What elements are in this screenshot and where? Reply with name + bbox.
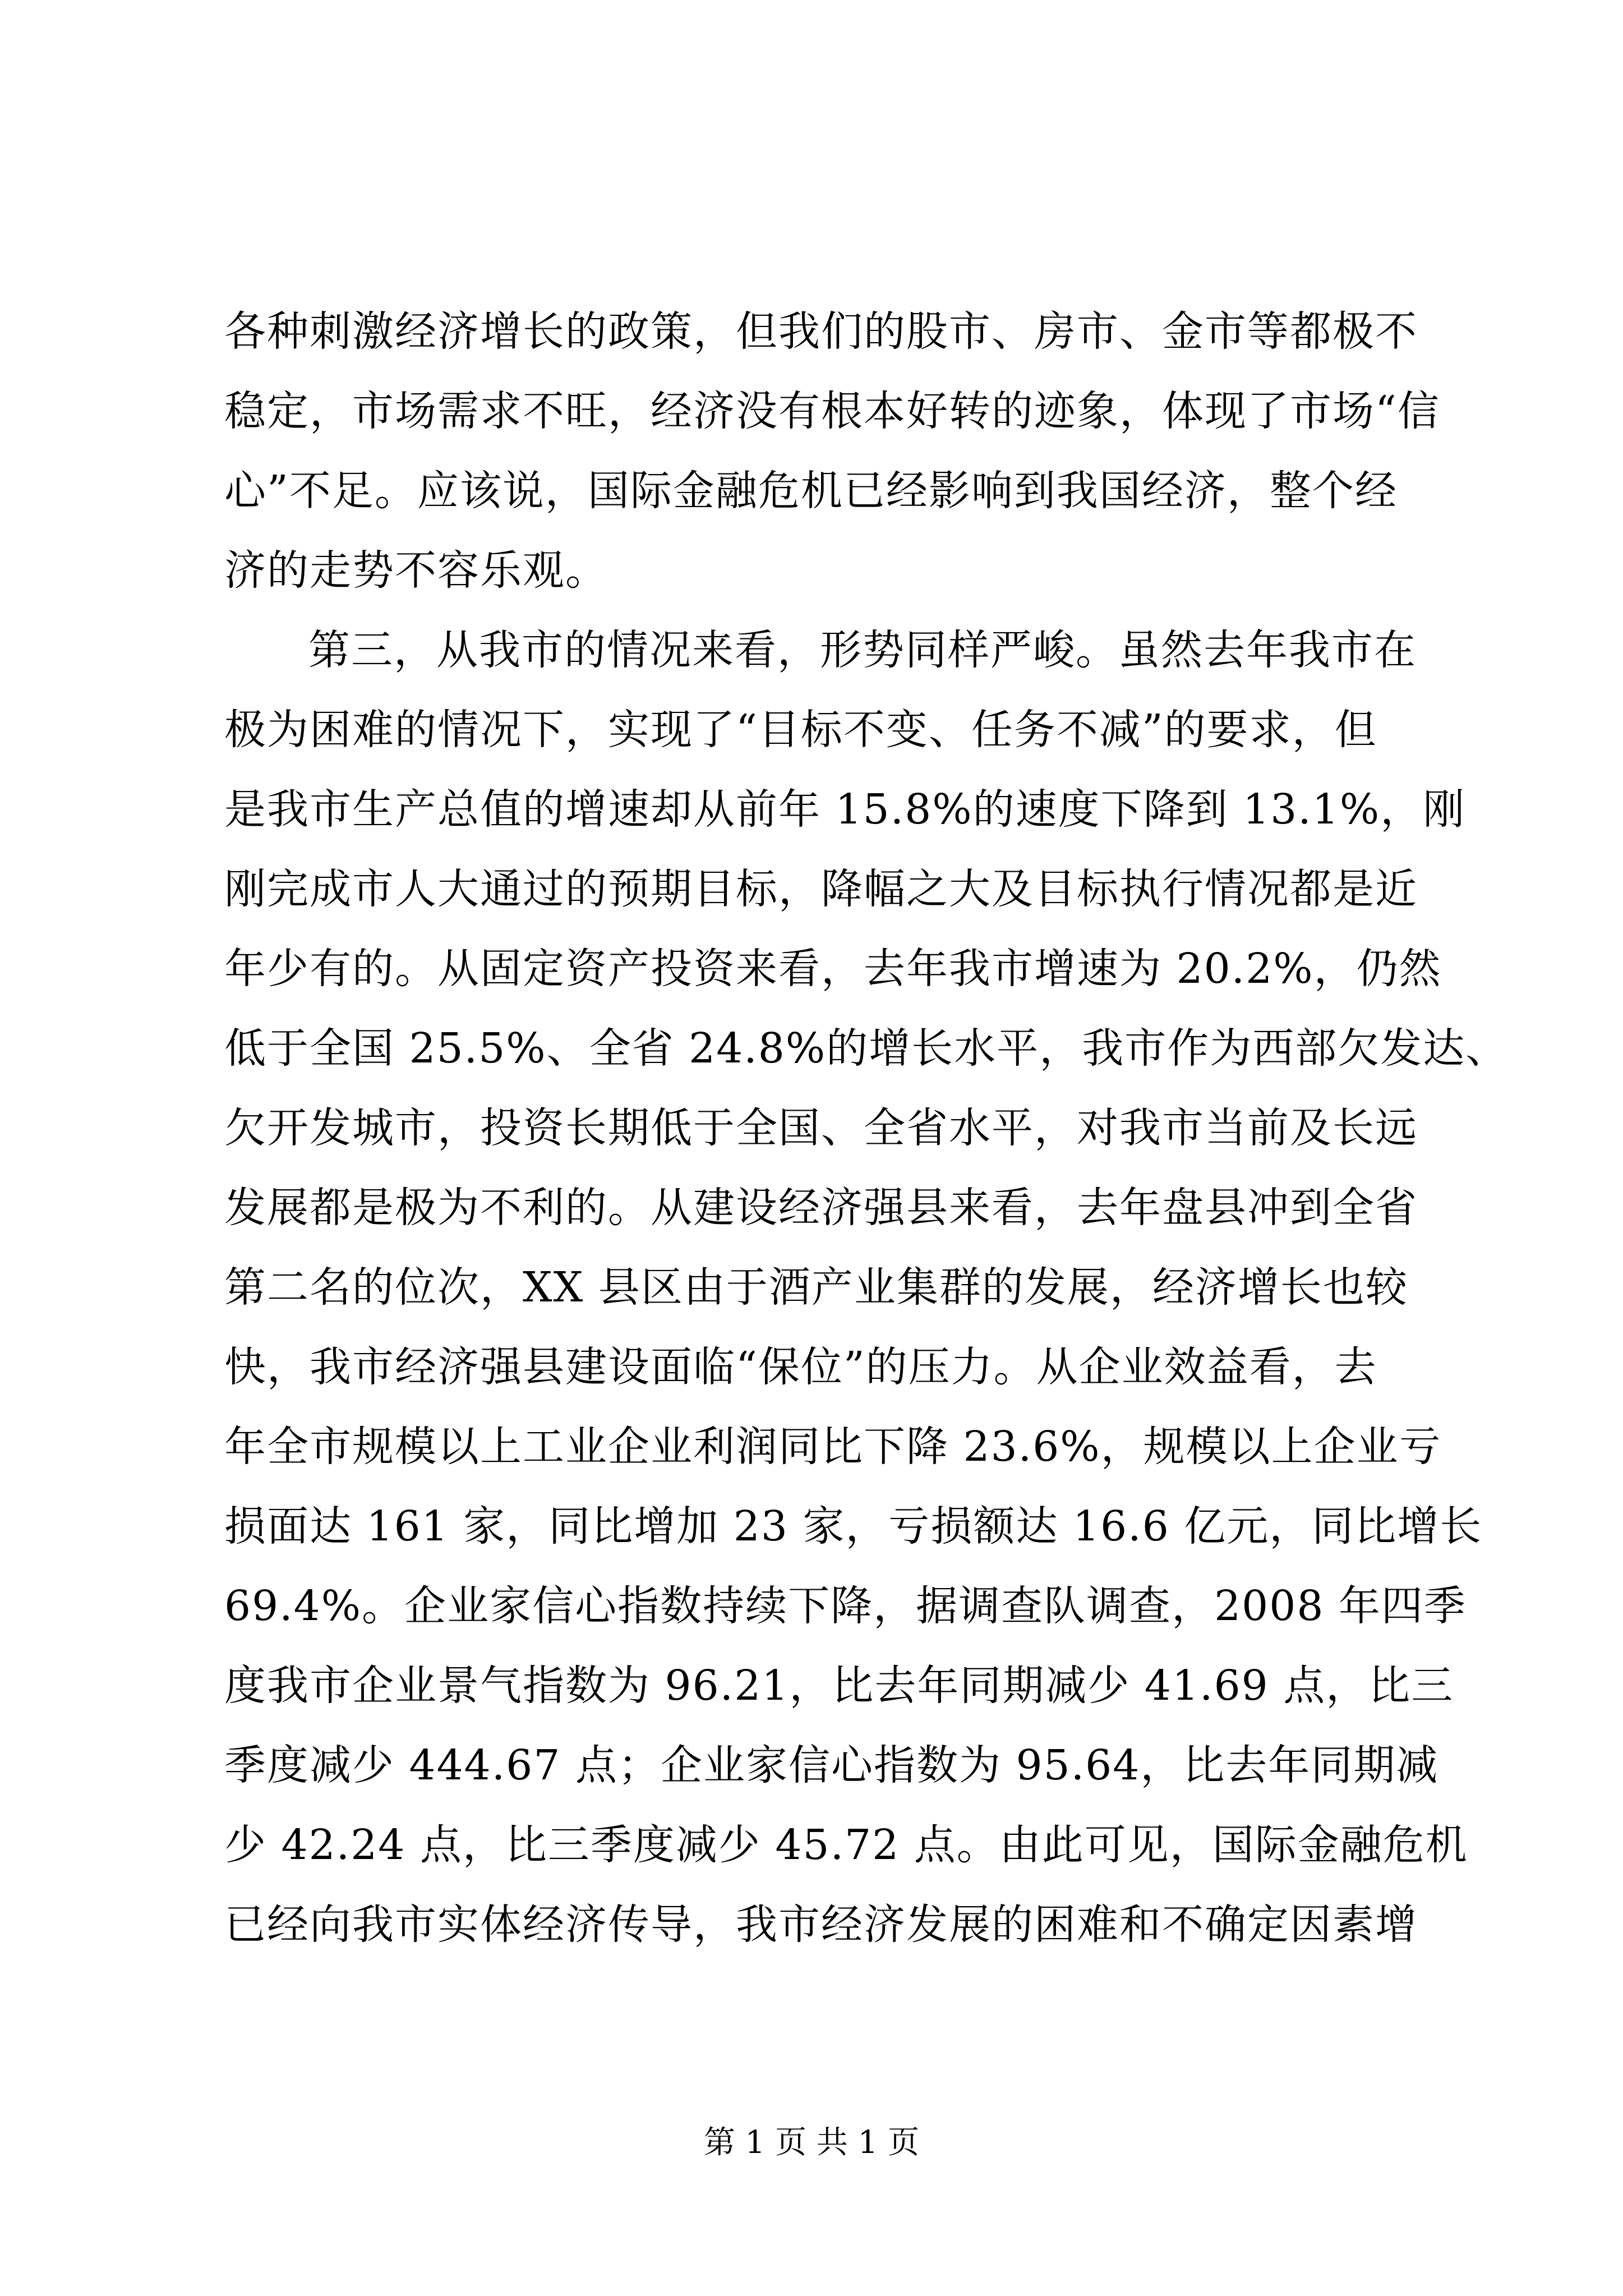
text-line: 快，我市经济强县建设面临“保位”的压力。从企业效益看，去 (224, 1343, 1377, 1391)
document-body (224, 292, 1509, 1964)
text-line: 欠开发城市，投资长期低于全国、全省水平，对我市当前及长远 (224, 1104, 1418, 1152)
text-line: 是我市生产总值的增速却从前年 15.8%的速度下降到 13.1%，刚 (224, 785, 1466, 834)
text-line: 年全市规模以上工业企业利润同比下降 23.6%，规模以上企业亏 (224, 1423, 1442, 1471)
text-line: 低于全国 25.5%、全省 24.8%的增长水平，我市作为西部欠发达、 (224, 1024, 1509, 1073)
text-line: 心”不足。应该说，国际金融危机已经影响到我国经济，整个经 (224, 467, 1398, 515)
paragraph-first-line: 第三，从我市的情况来看，形势同样严峻。虽然去年我市在 (308, 626, 1417, 674)
text-line: 刚完成市人大通过的预期目标，降幅之大及目标执行情况都是近 (224, 865, 1418, 913)
text-line: 济的走势不容乐观。 (224, 546, 608, 595)
text-line: 少 42.24 点，比三季度减少 45.72 点。由此可见，国际金融危机 (224, 1821, 1468, 1869)
text-line: 第二名的位次，XX 县区由于酒产业集群的发展，经济增长也较 (224, 1263, 1408, 1312)
text-line: 69.4%。企业家信心指数持续下降，据调查队调查，2008 年四季 (224, 1582, 1467, 1630)
text-line: 季度减少 444.67 点；企业家信心指数为 95.64，比去年同期减 (224, 1741, 1439, 1789)
text-line: 度我市企业景气指数为 96.21，比去年同期减少 41.69 点，比三 (224, 1662, 1454, 1710)
text-line: 极为困难的情况下，实现了“目标不变、任务不减”的要求，但 (224, 706, 1377, 754)
text-line: 发展都是极为不利的。从建设经济强县来看，去年盘县冲到全省 (224, 1184, 1418, 1232)
text-line: 稳定，市场需求不旺，经济没有根本好转的迹象，体现了市场“信 (224, 387, 1440, 435)
page-footer: 第 1 页 共 1 页 (703, 2124, 920, 2161)
text-line: 损面达 161 家，同比增加 23 家，亏损额达 16.6 亿元，同比增长 (224, 1502, 1483, 1550)
text-line: 年少有的。从固定资产投资来看，去年我市增速为 20.2%，仍然 (224, 945, 1442, 993)
text-line: 已经向我市实体经济传导，我市经济发展的困难和不确定因素增 (224, 1901, 1418, 1949)
text-line: 各种刺激经济增长的政策，但我们的股市、房市、金市等都极不 (224, 307, 1418, 356)
